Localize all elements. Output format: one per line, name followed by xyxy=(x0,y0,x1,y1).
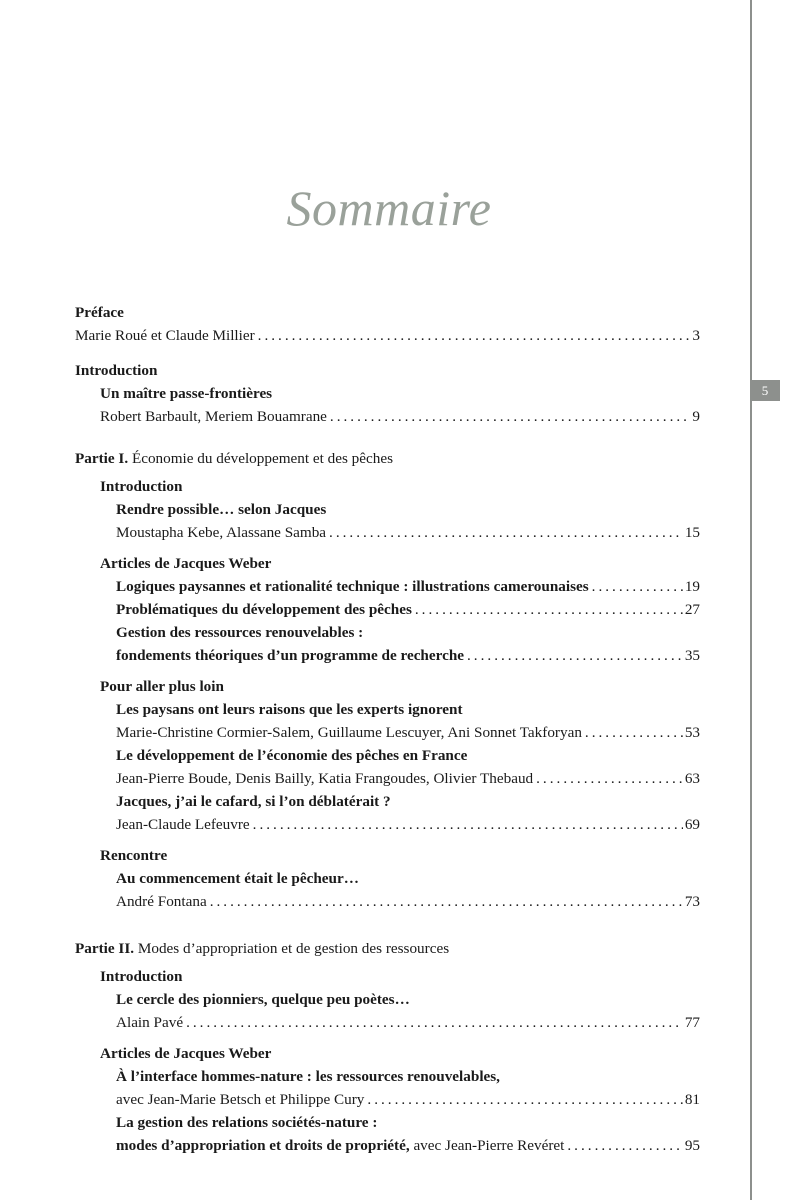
leader-dots xyxy=(567,1134,682,1157)
entry-title: Gestion des ressources renouvelables : xyxy=(116,624,364,641)
section-heading: Rencontre xyxy=(100,847,168,864)
leader-dots xyxy=(536,767,683,790)
entry-authors: Jean-Pierre Boude, Denis Bailly, Katia Frangoudes, Olivier Thebaud xyxy=(116,770,534,787)
entry-title: À l’interface hommes-nature : les ressources renouvelables, xyxy=(116,1068,500,1085)
toc-entry[interactable] xyxy=(75,644,700,667)
section-heading: Articles de Jacques Weber xyxy=(100,1045,272,1062)
entry-authors: Alain Pavé xyxy=(116,1014,184,1031)
leader-dots xyxy=(415,598,683,621)
toc-entry[interactable] xyxy=(75,575,700,598)
entry-title: La gestion des relations sociétés-nature : xyxy=(116,1114,378,1131)
part-label: Partie II. xyxy=(75,940,135,957)
toc-entry[interactable] xyxy=(75,813,700,836)
leader-dots xyxy=(253,813,683,836)
page-ref: 95 xyxy=(684,1137,700,1154)
toc-entry[interactable] xyxy=(75,598,700,621)
part-label: Partie I. xyxy=(75,450,129,467)
leader-dots xyxy=(467,644,683,667)
leader-dots xyxy=(330,405,691,428)
entry-authors: Marie Roué et Claude Millier xyxy=(75,327,255,344)
entry-authors: André Fontana xyxy=(116,893,207,910)
page-ref: 9 xyxy=(692,408,700,425)
page-ref: 63 xyxy=(684,770,700,787)
entry-title: modes d’appropriation et droits de propriété, xyxy=(116,1137,410,1154)
entry-title: Le cercle des pionniers, quelque peu poètes… xyxy=(116,991,410,1008)
leader-dots xyxy=(592,575,683,598)
page-ref: 3 xyxy=(692,327,700,344)
toc-entry[interactable] xyxy=(75,890,700,913)
part-heading xyxy=(75,937,700,960)
section-heading: Introduction xyxy=(100,968,183,985)
page-title: Sommaire xyxy=(286,180,492,236)
toc-entry[interactable] xyxy=(75,324,700,347)
entry-coauthors: avec Jean-Marie Betsch et Philippe Cury xyxy=(116,1091,365,1108)
leader-dots xyxy=(367,1088,682,1111)
page-ref: 19 xyxy=(684,578,700,595)
part-title: Modes d’appropriation et de gestion des ressources xyxy=(134,940,450,957)
toc-entry[interactable] xyxy=(75,405,700,428)
part-title: Économie du développement et des pêches xyxy=(128,450,393,467)
section-heading: Articles de Jacques Weber xyxy=(100,555,272,572)
entry-authors: Moustapha Kebe, Alassane Samba xyxy=(116,524,327,541)
introduction-heading: Introduction xyxy=(75,362,158,379)
toc-entry[interactable] xyxy=(75,721,700,744)
entry-coauthors: avec Jean-Pierre Revéret xyxy=(409,1137,565,1154)
entry-title: Les paysans ont leurs raisons que les experts ignorent xyxy=(116,701,463,718)
toc-entry[interactable] xyxy=(75,521,700,544)
page-ref: 77 xyxy=(684,1014,700,1031)
entry-title: Logiques paysannes et rationalité technique : illustrations camerounaises xyxy=(116,578,589,595)
toc-entry[interactable] xyxy=(75,1011,700,1034)
entry-title: Au commencement était le pêcheur… xyxy=(116,870,359,887)
section-heading: Pour aller plus loin xyxy=(100,678,224,695)
page-number-tab: 5 xyxy=(750,380,780,401)
page-ref: 53 xyxy=(684,724,700,741)
entry-authors: Marie-Christine Cormier-Salem, Guillaume Lescuyer, Ani Sonnet Takforyan xyxy=(116,724,582,741)
page-ref: 69 xyxy=(684,816,700,833)
entry-title: Un maître passe-frontières xyxy=(100,385,273,402)
entry-title: Jacques, j’ai le cafard, si l’on déblatérait ? xyxy=(116,793,391,810)
leader-dots xyxy=(258,324,691,347)
toc-entry[interactable] xyxy=(75,1088,700,1111)
table-of-contents xyxy=(75,301,700,1157)
leader-dots xyxy=(210,890,683,913)
leader-dots xyxy=(329,521,683,544)
leader-dots xyxy=(186,1011,683,1034)
page-ref: 35 xyxy=(684,647,700,664)
toc-entry[interactable] xyxy=(75,1134,700,1157)
preface-heading: Préface xyxy=(75,304,124,321)
entry-title: Le développement de l’économie des pêches en France xyxy=(116,747,468,764)
section-heading: Introduction xyxy=(100,478,183,495)
page-ref: 73 xyxy=(684,893,700,910)
entry-title-with-coauthor xyxy=(116,1134,564,1157)
leader-dots xyxy=(585,721,683,744)
page-ref: 27 xyxy=(684,601,700,618)
page-ref: 15 xyxy=(684,524,700,541)
entry-title: Problématiques du développement des pêches xyxy=(116,601,412,618)
entry-title: fondements théoriques d’un programme de recherche xyxy=(116,647,465,664)
entry-title: Rendre possible… selon Jacques xyxy=(116,501,327,518)
part-heading xyxy=(75,447,700,470)
toc-entry[interactable] xyxy=(75,767,700,790)
entry-authors: Jean-Claude Lefeuvre xyxy=(116,816,250,833)
page-ref: 81 xyxy=(684,1091,700,1108)
entry-authors: Robert Barbault, Meriem Bouamrane xyxy=(100,408,327,425)
